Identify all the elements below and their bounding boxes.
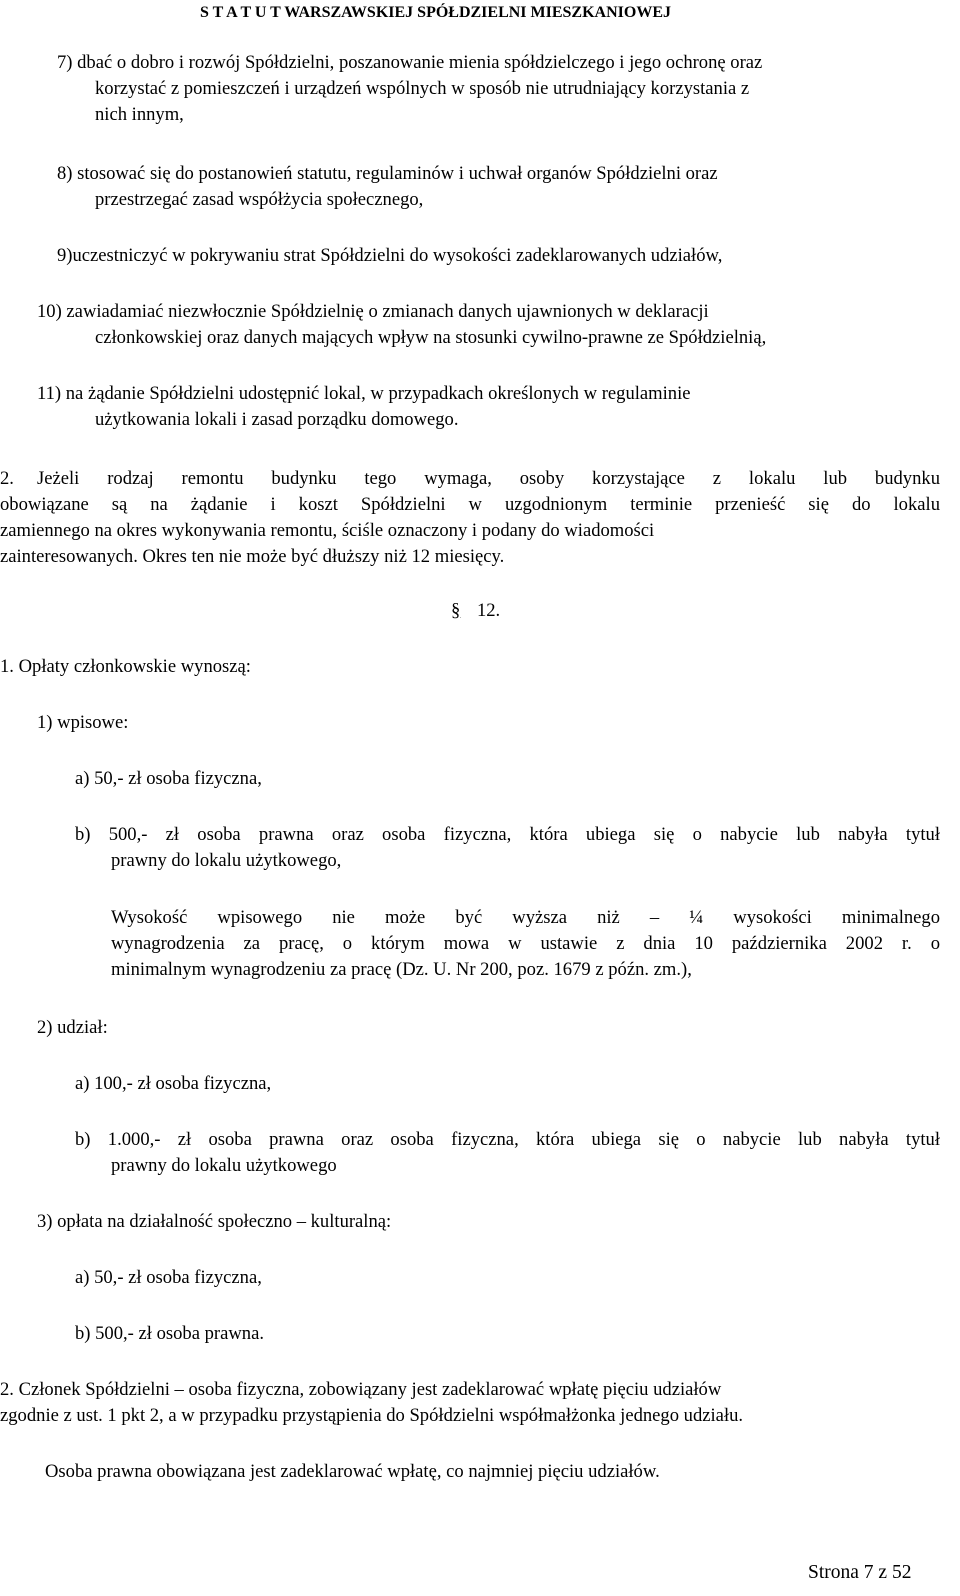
paragraph-2-number: 2.: [0, 468, 14, 489]
list-item-7-line-3: nich innym,: [95, 104, 184, 125]
page-number: Strona 7 z 52: [808, 1562, 912, 1583]
share-b-line-1: b) 1.000,- zł osoba prawna oraz osoba fizyczna, która ubiega się o nabycie lub nabyła tytuł: [75, 1129, 940, 1150]
running-header: S T A T U T WARSZAWSKIEJ SPÓŁDZIELNI MIESZKANIOWEJ: [200, 4, 671, 21]
social-fee-b: b) 500,- zł osoba prawna.: [75, 1323, 264, 1344]
list-item-7-line-2: korzystać z pomieszczeń i urządzeń wspólnych w sposób nie utrudniający korzystania z: [95, 78, 750, 99]
list-item-8-line-1: 8) stosować się do postanowień statutu, regulaminów i uchwał organów Spółdzielni oraz: [57, 163, 718, 184]
entry-fee-b-line-2: prawny do lokalu użytkowego,: [111, 850, 342, 871]
list-item-11-line-1: 11) na żądanie Spółdzielni udostępnić lokal, w przypadkach określonych w regulaminie: [37, 383, 691, 404]
social-fee-label: 3) opłata na działalność społeczno – kulturalną:: [37, 1211, 392, 1232]
entry-fee-a: a) 50,- zł osoba fizyczna,: [75, 768, 262, 789]
entry-fee-note-line-3: minimalnym wynagrodzeniu za pracę (Dz. U. Nr 200, poz. 1679 z późn. zm.),: [111, 959, 692, 980]
list-item-8-line-2: przestrzegać zasad współżycia społecznego,: [95, 189, 424, 210]
section-heading: [451, 598, 500, 623]
entry-fee-label: 1) wpisowe:: [37, 712, 129, 733]
share-a: a) 100,- zł osoba fizyczna,: [75, 1073, 272, 1094]
entry-fee-note-line-1: Wysokość wpisowego nie może być wyższa niż – ¼ wysokości minimalnego: [111, 907, 940, 928]
member-paragraph-line-2: zgodnie z ust. 1 pkt 2, a w przypadku przystąpienia do Spółdzielni współmałżonka jednego udziału.: [0, 1405, 744, 1426]
legal-entity-paragraph: Osoba prawna obowiązana jest zadeklarować wpłatę, co najmniej pięciu udziałów.: [45, 1461, 660, 1482]
paragraph-2-line-4: zainteresowanych. Okres ten nie może być dłuższy niż 12 miesięcy.: [0, 546, 505, 567]
paragraph-2-line-3: zamiennego na okres wykonywania remontu, ściśle oznaczony i podany do wiadomości: [0, 520, 655, 541]
paragraph-2-line-1: Jeżeli rodzaj remontu budynku tego wymaga, osoby korzystające z lokalu lub budynku: [37, 468, 940, 489]
list-item-10-line-1: 10) zawiadamiać niezwłocznie Spółdzielnię o zmianach danych ujawnionych w deklaracji: [37, 301, 709, 322]
list-item-11-line-2: użytkowania lokali i zasad porządku domowego.: [95, 409, 459, 430]
list-item-7-line-1: 7) dbać o dobro i rozwój Spółdzielni, poszanowanie mienia spółdzielczego i jego ochronę oraz: [57, 52, 763, 73]
section-number: 12.: [476, 600, 501, 621]
list-item-9: 9)uczestniczyć w pokrywaniu strat Spółdzielni do wysokości zadeklarowanych udziałów,: [57, 245, 723, 266]
fees-intro: 1. Opłaty członkowskie wynoszą:: [0, 656, 251, 677]
list-item-10-line-2: członkowskiej oraz danych mających wpływ na stosunki cywilno-prawne ze Spółdzielnią,: [95, 327, 767, 348]
section-sign: §: [451, 600, 461, 621]
member-paragraph-line-1: 2. Członek Spółdzielni – osoba fizyczna, zobowiązany jest zadeklarować wpłatę pięciu udziałów: [0, 1379, 722, 1400]
paragraph-2-line-2: obowiązane są na żądanie i koszt Spółdzielni w uzgodnionym terminie przenieść się do lokalu: [0, 494, 940, 515]
social-fee-a: a) 50,- zł osoba fizyczna,: [75, 1267, 262, 1288]
share-b-line-2: prawny do lokalu użytkowego: [111, 1155, 337, 1176]
share-label: 2) udział:: [37, 1017, 108, 1038]
entry-fee-note-line-2: wynagrodzenia za pracę, o którym mowa w ustawie z dnia 10 października 2002 r. o: [111, 933, 940, 954]
entry-fee-b-line-1: b) 500,- zł osoba prawna oraz osoba fizyczna, która ubiega się o nabycie lub nabyła tytuł: [75, 824, 940, 845]
